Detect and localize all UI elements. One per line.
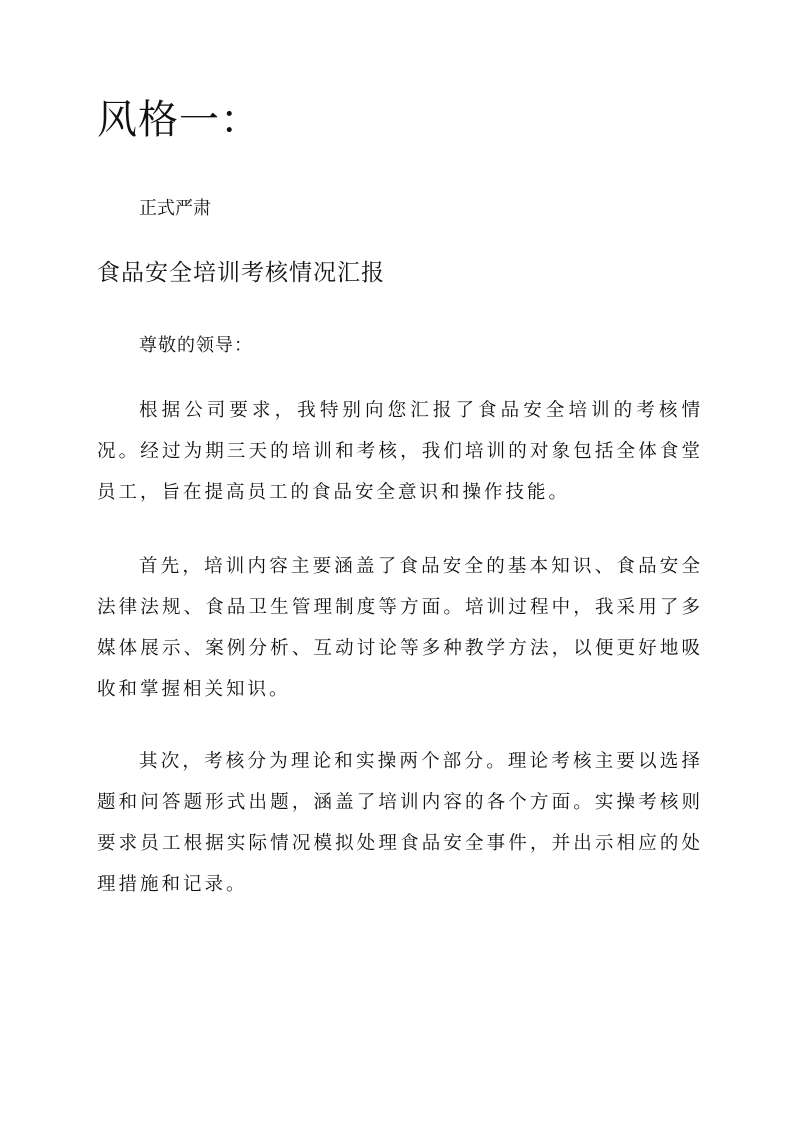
salutation: 尊敬的领导： bbox=[139, 335, 253, 356]
document-title: 食品安全培训考核情况汇报 bbox=[97, 260, 385, 286]
style-heading: 风格一： bbox=[97, 97, 261, 143]
paragraph: 其次，考核分为理论和实操两个部分。理论考核主要以选择题和问答题形式出题，涵盖了培训内容的各个方面。实操考核则要求员工根据实际情况模拟处理食品安全事件，并出示相应的处理措施和记录。 bbox=[97, 751, 703, 895]
paragraph: 根据公司要求，我特别向您汇报了食品安全培训的考核情况。经过为期三天的培训和考核，我们培训的对象包括全体食堂员工，旨在提高员工的食品安全意识和操作技能。 bbox=[97, 400, 703, 503]
paragraph: 首先，培训内容主要涵盖了食品安全的基本知识、食品安全法律法规、食品卫生管理制度等方面。培训过程中，我采用了多媒体展示、案例分析、互动讨论等多种教学方法，以便更好地吸收和掌握相关知识。 bbox=[97, 556, 703, 700]
style-note: 正式严肃 bbox=[139, 198, 211, 219]
